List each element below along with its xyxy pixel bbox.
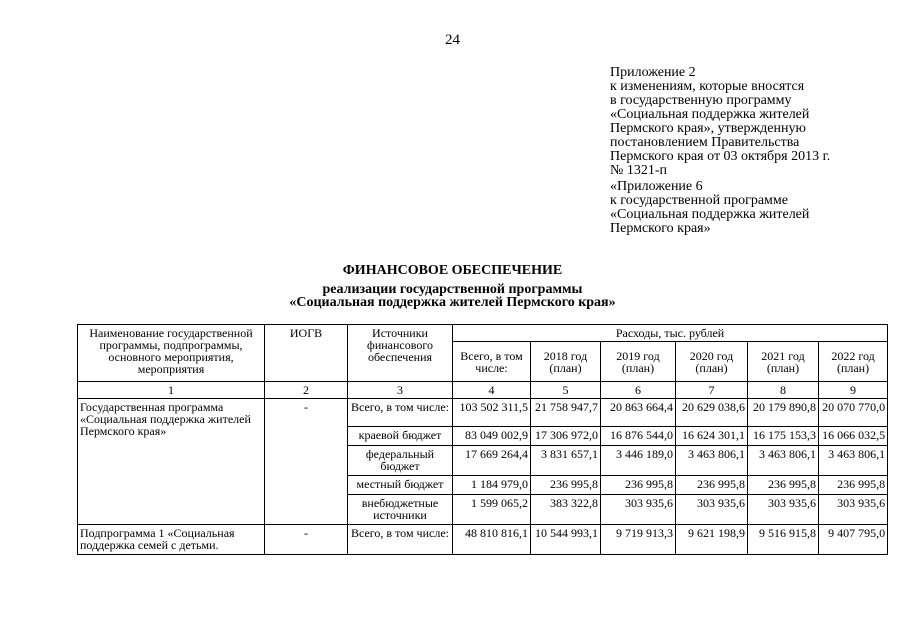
header-expenses: Расходы, тыс. рублей [453,325,888,342]
appendix-line: Пермского края от 03 октября 2013 г. [610,149,831,164]
appendix-line: к изменениям, которые вносятся [610,79,805,94]
table-row [78,399,888,427]
appendix-line: Приложение 2 [610,65,696,80]
source-cell: Всего, в том числе: [348,525,453,555]
value-cell: 236 995,8 [676,476,748,495]
value-cell: 236 995,8 [601,476,676,495]
appendix-line: Пермского края», утвержденную [610,121,806,136]
header-iogv: ИОГВ [265,325,348,382]
value-cell: 9 407 795,0 [819,525,888,555]
value-cell: 236 995,8 [819,476,888,495]
value-cell: 20 179 890,8 [748,399,819,427]
appendix-line: постановлением Правительства [610,135,800,150]
value-cell: 17 669 264,4 [453,446,531,476]
value-cell: 3 463 806,1 [676,446,748,476]
subtitle-line: «Социальная поддержка жителей Пермского края» [289,295,616,310]
header-total: Всего, в том числе: [453,342,531,382]
page-number: 24 [445,32,460,48]
value-cell: 236 995,8 [748,476,819,495]
source-cell: местный бюджет [348,476,453,495]
value-cell: 16 175 153,3 [748,427,819,446]
value-cell: 303 935,6 [676,495,748,525]
header-year-2019: 2019 год (план) [601,342,676,382]
appendix-line: к государственной программе [610,193,788,208]
appendix-line: «Социальная поддержка жителей [610,107,810,122]
value-cell: 20 863 664,4 [601,399,676,427]
column-number: 8 [748,382,819,399]
source-cell: федеральный бюджет [348,446,453,476]
appendix-line: в государственную программу [610,93,792,108]
subprogram-iogv: - [265,525,348,555]
source-cell: краевой бюджет [348,427,453,446]
value-cell: 303 935,6 [748,495,819,525]
value-cell: 3 831 657,1 [531,446,601,476]
financing-table [77,324,888,555]
value-cell: 16 876 544,0 [601,427,676,446]
column-number: 9 [819,382,888,399]
value-cell: 21 758 947,7 [531,399,601,427]
column-number: 1 [78,382,265,399]
column-number-row [78,382,888,399]
column-number: 7 [676,382,748,399]
appendix-line: Пермского края» [610,221,711,236]
value-cell: 48 810 816,1 [453,525,531,555]
value-cell: 9 516 915,8 [748,525,819,555]
header-name: Наименование государственной программы, подпрограммы, основного мероприятия, мероприятия [78,325,265,382]
value-cell: 303 935,6 [819,495,888,525]
document-subtitle [0,283,905,309]
source-cell: Всего, в том числе: [348,399,453,427]
header-year-2018: 2018 год (план) [531,342,601,382]
column-number: 5 [531,382,601,399]
subtitle-line: реализации государственной программы [322,282,583,297]
value-cell: 3 463 806,1 [748,446,819,476]
value-cell: 103 502 311,5 [453,399,531,427]
header-year-2021: 2021 год (план) [748,342,819,382]
column-number: 6 [601,382,676,399]
subprogram-name: Подпрограмма 1 «Социальная поддержка семей с детьми. [78,525,265,555]
appendix-line: «Социальная поддержка жителей [610,207,810,222]
document-title: ФИНАНСОВОЕ ОБЕСПЕЧЕНИЕ [342,263,563,278]
source-cell: внебюджетные источники [348,495,453,525]
program-name: Государственная программа «Социальная поддержка жителей Пермского края» [78,399,265,525]
value-cell: 9 621 198,9 [676,525,748,555]
appendix-note [610,66,900,178]
value-cell: 383 322,8 [531,495,601,525]
appendix-6-note [610,180,900,236]
header-year-2022: 2022 год (план) [819,342,888,382]
table-row [78,525,888,555]
value-cell: 10 544 993,1 [531,525,601,555]
column-number: 4 [453,382,531,399]
table-header-row [78,325,888,342]
value-cell: 3 446 189,0 [601,446,676,476]
appendix-line: «Приложение 6 [610,179,703,194]
header-sources: Источники финансового обеспечения [348,325,453,382]
program-iogv: - [265,399,348,525]
value-cell: 9 719 913,3 [601,525,676,555]
value-cell: 83 049 002,9 [453,427,531,446]
value-cell: 1 184 979,0 [453,476,531,495]
header-year-2020: 2020 год (план) [676,342,748,382]
value-cell: 236 995,8 [531,476,601,495]
value-cell: 16 066 032,5 [819,427,888,446]
value-cell: 1 599 065,2 [453,495,531,525]
value-cell: 3 463 806,1 [819,446,888,476]
value-cell: 20 070 770,0 [819,399,888,427]
column-number: 3 [348,382,453,399]
column-number: 2 [265,382,348,399]
value-cell: 20 629 038,6 [676,399,748,427]
appendix-line: № 1321-п [610,163,668,178]
value-cell: 16 624 301,1 [676,427,748,446]
value-cell: 303 935,6 [601,495,676,525]
value-cell: 17 306 972,0 [531,427,601,446]
